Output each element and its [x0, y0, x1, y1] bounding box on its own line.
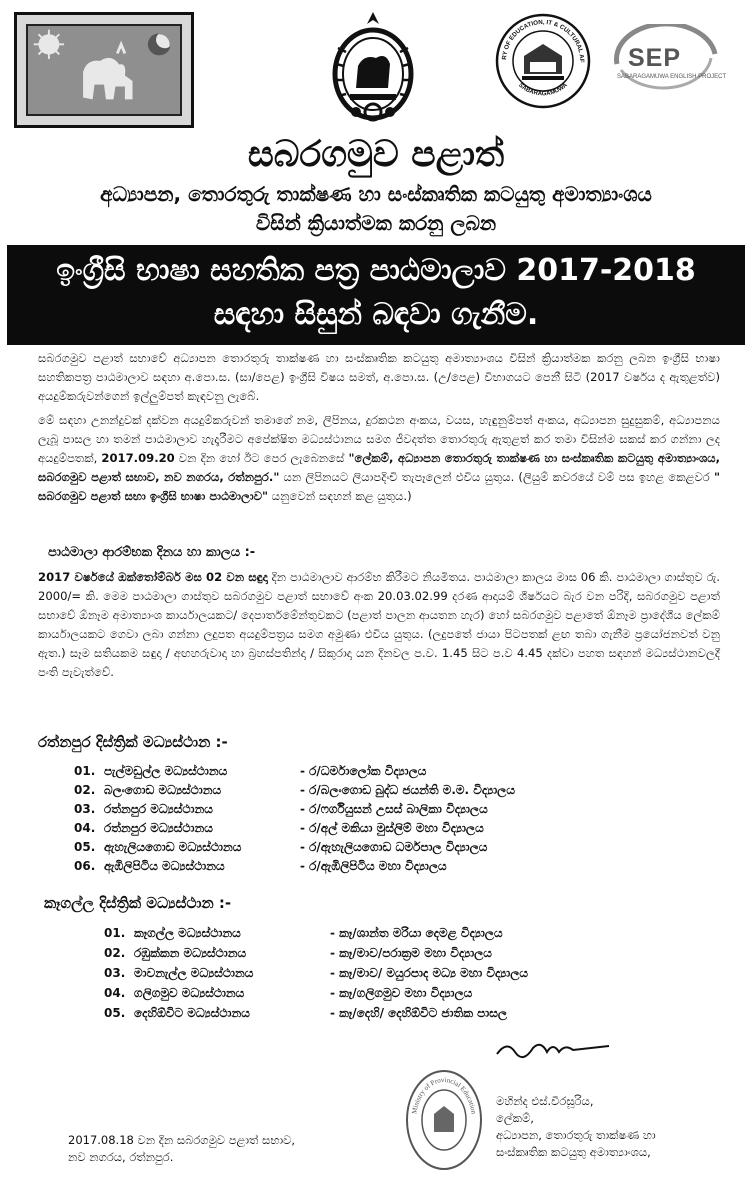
centre-name: රඹුක්කන මධ්‍යස්ථානය	[134, 946, 247, 960]
centre-school: - ර/ධර්මාලෝක විද්‍යාලය	[300, 764, 427, 778]
course-start-heading: පාඨමාලා ආරම්භක දිනය හා කාලය :-	[48, 545, 256, 560]
centre-name: මාවනැල්ල මධ්‍යස්ථානය	[134, 966, 254, 980]
centre-name: රත්නපුර මධ්‍යස්ථානය	[104, 802, 213, 816]
envelope-label: " සබරගමුව පළාත් සභා ඉංග්‍රීසි භාෂා පාඨමාලාව"	[38, 470, 720, 503]
centre-school: - කෑ/ශාන්ත මරියා දෙමළ විද්‍යාලය	[330, 926, 503, 940]
centre-number: 05.	[104, 1006, 126, 1020]
course-details-text: දින පාඨමාලාව ආරම්භ කිරීමට නියමිතය. පාඨමාලා කාලය මාස 06 කි. පාඨමාලා ගාස්තුව රු. 2000/= කි. මෙම පාඨමාලා ගාස්තුව සබරගමුව පළාත් සභාවේ අංක 20.03.02.99 දරණ ආදායම් ශීර්ෂයට බැර වන පරිදි, සබරගමුව පළාත් සභාවේ ඕනෑම අමාත්‍යාංශ කාර්යාලයකට/ දෙපාර්තමේන්තුවකට (පළාත් පාලන ආයතන හැර) හෝ සබරගමුව පළාතේ ඕනෑම ප්‍රාදේශීය ලේකම් කාර්යාලයකට ගෙවා ලබා ගන්නා ලදුපත අයදුම්පත්‍රය සමග අමුණා එවිය යුතුය. (ලදුපතේ ජායා පිටපතක් ළඟ තබා ගැනීම ප්‍රයෝජනවත් වනු ඇත.) සෑම සතියකම සඳුදා / අඟහරුවාදා හා බ්‍රහස්පතින්දා / සිකුරාදා යන දිනවල ප.ව. 1.45 සිට ප.ව 4.45 දක්වා පහත සඳහන් මධ්‍යස්ථානවලදී පංති පැවැත්වේ.	[38, 570, 720, 679]
official-stamp	[404, 1068, 484, 1172]
course-details-paragraph	[38, 568, 720, 682]
course-start-date: 2017 වර්ෂයේ ඔක්තෝම්බර් මස 02 වන සඳුදා	[38, 570, 268, 584]
centre-name: ඇඹිලිපිටිය මධ්‍යස්ථානය	[104, 859, 225, 873]
ratnapura-centres-heading: රත්නපුර දිස්ත්‍රික් මධ්‍යස්ථාන :-	[38, 733, 228, 751]
centre-school: - ර/අල් මකියා මුස්ලිම් මහා විද්‍යාලය	[300, 821, 484, 835]
government-emblem-icon	[330, 8, 416, 128]
signatory-ministry-2: සංස්කෘතික කටයුතු අමාත්‍යාංශය,	[496, 1145, 651, 1159]
centre-number: 05.	[74, 840, 96, 854]
centre-name: පැල්මඩුල්ල මධ්‍යස්ථානය	[104, 764, 228, 778]
application-paragraph	[38, 411, 720, 506]
centre-school: - ර/ඇහැලියගොඩ ධර්මපාල විද්‍යාලය	[300, 840, 488, 854]
application-text-c: යන ලිපිනයට ලියාපදිංචි තැපෑලෙන් එවිය යුතුය. (ලියුම් කවරයේ වම් පස ඉහළ කෙළවර	[279, 470, 714, 484]
deadline-date: 2017.09.20	[101, 451, 175, 465]
centre-number: 01.	[104, 926, 126, 940]
centre-name: ඇහැලියගොඩ මධ්‍යස්ථානය	[104, 840, 242, 854]
centre-number: 03.	[104, 966, 126, 980]
centre-school: - කෑ/මාව/ මයුරපාද මධ්‍ය මහා විද්‍යාලය	[330, 966, 528, 980]
signatory-title: ලේකම්,	[496, 1111, 534, 1125]
centre-name: ගලිගමුව මධ්‍යස්ථානය	[134, 986, 245, 1000]
signatory-ministry-1: අධ්‍යාපන, තොරතුරු තාක්ෂණ හා	[496, 1128, 656, 1142]
centre-school: - ර/ඇඹිලිපිටිය මහා විද්‍යාලය	[300, 859, 447, 873]
centre-name: රත්නපුර මධ්‍යස්ථානය	[104, 821, 213, 835]
application-text-b: වන දින හෝ ඊට පෙර ලැබෙනසේ	[174, 451, 349, 465]
centre-number: 04.	[104, 986, 126, 1000]
centre-number: 04.	[74, 821, 96, 835]
ministry-ring-bottom-text: SABARAGAMUWA	[517, 82, 569, 98]
centre-school: - ර/බලංගොඩ බුද්ධ ජයන්ති ම.ම. විද්‍යාලය	[300, 783, 515, 797]
application-text-d: යනුවෙන් සඳහන් කළ යුතුය.)	[268, 489, 412, 503]
implemented-by-line: විසින් ක්‍රියාත්මක කරනු ලබන	[255, 211, 497, 235]
centre-name: බලංගොඩ මධ්‍යස්ථානය	[104, 783, 222, 797]
postal-address: "ලේකම්, අධ්‍යාපන තොරතුරු තාක්ෂණ හා සංස්කෘතික කටයුතු අමාත්‍යාංශය, සබරගමුව පළාත් සභාව, නව නගරය, රත්නපුර."	[38, 451, 720, 484]
centre-name: දෙහිඕවිට මධ්‍යස්ථානය	[134, 1006, 250, 1020]
centre-school: - කෑ/දෙහි/ දෙහිඕවිට ජාතික පාසල	[330, 1006, 508, 1020]
banner-title-line1: ඉංග්‍රීසි භාෂා සහතික පත්‍ර පාඨමාලාව 2017-2018	[56, 253, 696, 288]
signatory-name: මහින්ද එස්.වීරසූරිය,	[496, 1094, 594, 1108]
centre-school: - ර/ෆර්ගියුසන් උසස් බාලිකා විද්‍යාලය	[300, 802, 488, 816]
issue-date: 2017.08.18 වන දින සබරගමුව පළාත් සභාව,	[68, 1133, 296, 1147]
stamp-text: Ministry of Provincial Education	[410, 1075, 478, 1115]
ministry-logo	[494, 12, 592, 110]
intro-paragraph: සබරගමුව පළාත් සභාවේ අධ්‍යාපන තොරතුරු තාක්ෂණ හා සංස්කෘතික කටයුතු අමාත්‍යාංශය විසින් ක්‍රියාත්මක කරනු ලබන ඉංග්‍රීසි භාෂා සහතිකපත්‍ර පාඨමාලාව සඳහා අ.පො.ස. (සා/පෙළ) ඉංග්‍රීසි විෂය සමත්, අ.පො.ස. (උ/පෙළ) විභාගයට පෙනී සිටි (2017 වර්ෂය ද ඇතුළත්ව) අයදුම්කරුවන්ගෙන් ඉල්ලුම්පත් කැඳවනු ලැබේ.	[38, 351, 720, 403]
sep-logo-subtitle: SABARAGAMUWA ENGLISH PROJECT	[617, 74, 727, 80]
centre-number: 02.	[74, 783, 96, 797]
sep-logo-text: SEP	[628, 44, 682, 72]
centre-number: 03.	[74, 802, 96, 816]
banner-title-line2: සඳහා සිසුන් බඳවා ගැනීම.	[213, 297, 539, 332]
ministry-name: අධ්‍යාපන, තොරතුරු තාක්ෂණ හා සංස්කෘතික කටයුතු අමාත්‍යාංශය	[100, 182, 652, 206]
application-text-a: මේ සඳහා උනන්දුවක් දක්වන අයදුම්කරුවන් තමාගේ නම, ලිපිනය, දුරකථන අංකය, වයස, හැඳුනුම්පත් අංකය, අධ්‍යාපන සුදුසුකම්, අධ්‍යාපනය ලැබූ පාසල හා තමන් පාඨමාලාව හැදෑරීමට අපේක්ෂිත මධ්‍යස්ථානය සමග ජීවදත්ත තොරතුරු ඇතුළත් කර තමා විසින්ම සකස් කර ගන්නා ලද අයදුම්පතක්,	[38, 413, 720, 465]
centre-school: - කෑ/මාව/පරාක්‍රම මහා විද්‍යාලය	[330, 946, 492, 960]
centre-number: 06.	[74, 859, 96, 873]
centre-school: - කෑ/ගලිගමුව මහා විද්‍යාලය	[330, 986, 473, 1000]
issue-place: නව නගරය, රත්නපුර.	[68, 1150, 174, 1164]
title-banner	[7, 245, 745, 345]
kegalle-centres-heading: කෑගල්ල දිස්ත්‍රික් මධ්‍යස්ථාන :-	[44, 894, 232, 912]
centre-number: 01.	[74, 764, 96, 778]
signature-scribble	[493, 1030, 613, 1070]
centre-name: කෑගල්ල මධ්‍යස්ථානය	[134, 926, 241, 940]
provincial-flag	[14, 12, 194, 128]
province-title: සබරගමුව පළාත්	[247, 134, 505, 175]
ministry-ring-text: RY OF EDUCATION, IT & CULTURAL AF	[500, 18, 586, 63]
centre-number: 02.	[104, 946, 126, 960]
